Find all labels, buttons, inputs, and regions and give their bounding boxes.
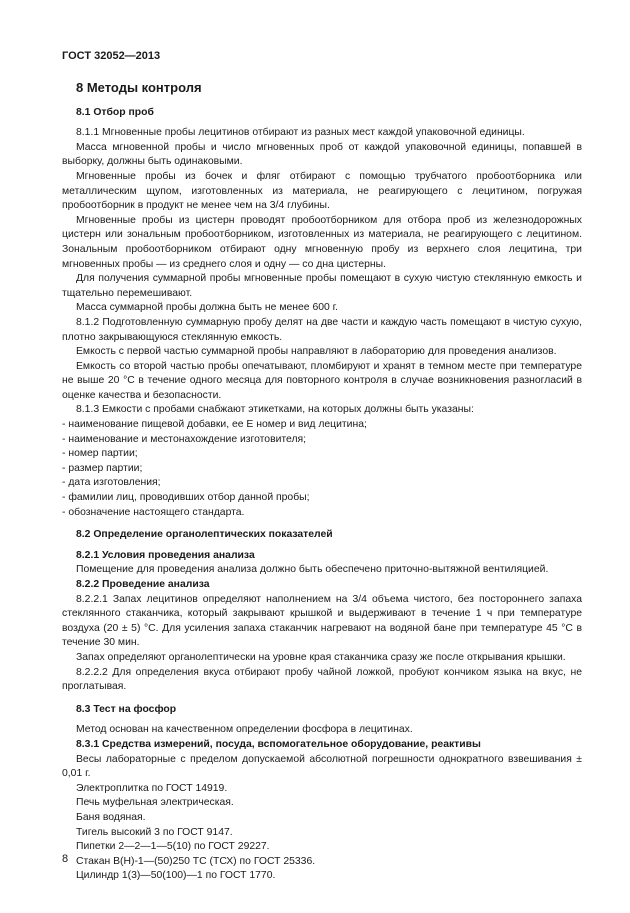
paragraph: Емкость с первой частью суммарной пробы направляют в лабораторию для проведения анализов. bbox=[76, 346, 557, 358]
paragraph: 8.1.1 Мгновенные пробы лецитинов отбирают из разных мест каждой упаковочной единицы. bbox=[76, 127, 525, 139]
list-item: - обозначение настоящего стандарта. bbox=[62, 506, 245, 518]
list-item: - дата изготовления; bbox=[62, 477, 161, 489]
clause-8-2-1-title: 8.2.1 Условия проведения анализа bbox=[76, 549, 255, 561]
paragraph: Помещение для проведения анализа должно быть обеспечено приточно-вытяжной вентиляцией. bbox=[76, 564, 549, 576]
paragraph: Весы лабораторные с пределом допускаемой абсолютной погрешности однократного взвешивания ± 0,01 г. bbox=[62, 753, 582, 780]
clause-8-2-2-title: 8.2.2 Проведение анализа bbox=[76, 579, 210, 590]
equipment-item: Баня водяная. bbox=[76, 811, 146, 823]
paragraph: Мгновенные пробы из бочек и фляг отбирают с помощью трубчатого пробоотборника или металлическим щупом, изготовленных из материала, не реагирующего с лецитином, погружая пробоотборник в продукт не менее чем на 3/4 глубины. bbox=[62, 170, 582, 212]
paragraph: Для получения суммарной пробы мгновенные пробы помещают в сухую чистую стеклянную емкость и тщательно перемешивают. bbox=[62, 273, 582, 299]
equipment-item: Печь муфельная электрическая. bbox=[76, 797, 234, 809]
subsection-8-1-title: 8.1 Отбор проб bbox=[76, 106, 154, 118]
paragraph: Метод основан на качественном определении фосфора в лецитинах. bbox=[76, 724, 413, 736]
list-item: - номер партии; bbox=[62, 448, 138, 460]
list-item: - наименование пищевой добавки, ее Е номер и вид лецитина; bbox=[62, 419, 367, 431]
equipment-item: Тигель высокий 3 по ГОСТ 9147. bbox=[76, 826, 233, 838]
paragraph: 8.1.3 Емкости с пробами снабжают этикетками, на которых должны быть указаны: bbox=[76, 404, 474, 416]
paragraph: Запах определяют органолептически на уровне края стаканчика сразу же после открывания крышки. bbox=[76, 651, 566, 663]
paragraph: 8.2.2.1 Запах лецитинов определяют наполнением на 3/4 объема чистого, без постороннего запаха стеклянного стаканчика, который закрывают крышкой и выдерживают в течение 1 ч при температуре воздуха (20 ± 5) °С. Для усиления запаха стаканчик нагревают на водяной бане при температуре 45 °С в течение 30 мин. bbox=[62, 593, 582, 649]
list-item: - размер партии; bbox=[62, 462, 143, 474]
clause-8-3-1-title: 8.3.1 Средства измерений, посуда, вспомогательное оборудование, реактивы bbox=[76, 738, 481, 750]
page-content bbox=[62, 76, 582, 884]
equipment-item: Стакан В(Н)-1—(50)250 ТС (ТСХ) по ГОСТ 25336. bbox=[76, 855, 316, 867]
paragraph: 8.2.2.2 Для определения вкуса отбирают пробу чайной ложкой, пробуют кончиком языка на вкус, не проглатывая. bbox=[62, 666, 582, 693]
equipment-item: Электроплитка по ГОСТ 14919. bbox=[76, 782, 228, 794]
list-item: - наименование и местонахождение изготовителя; bbox=[62, 433, 307, 445]
document-header: ГОСТ 32052—2013 bbox=[62, 50, 161, 62]
paragraph: 8.1.2 Подготовленную суммарную пробу делят на две части и каждую часть помещают в чистую сухую, плотно закрывающуюся стеклянную емкость. bbox=[62, 316, 582, 343]
paragraph: Мгновенные пробы из цистерн проводят пробоотборником для отбора проб из железнодорожных цистерн или зональным пробоотборником, изготовленных из материала, не реагирующего с лецитином. Зональным пробоотборником отбирают одну мгновенную пробу из верхнего слоя лецитина, три мгновенных пробы — из среднего слоя и одну — со дна цистерны. bbox=[62, 214, 582, 270]
equipment-item: Пипетки 2—2—1—5(10) по ГОСТ 29227. bbox=[76, 841, 270, 853]
paragraph: Масса суммарной пробы должна быть не менее 600 г. bbox=[76, 302, 339, 314]
paragraph: Емкость со второй частью пробы опечатывают, пломбируют и хранят в темном месте при температуре не выше 20 °С в течение одного месяца для повторного контроля в случае возникновения разногласий в оценке качества и безопасности. bbox=[62, 360, 582, 401]
subsection-8-2-title: 8.2 Определение органолептических показателей bbox=[76, 529, 333, 541]
paragraph: Масса мгновенной пробы и число мгновенных проб от каждой упаковочной единицы, попавшей в выборку, должны быть одинаковыми. bbox=[62, 141, 582, 168]
subsection-8-3-title: 8.3 Тест на фосфор bbox=[76, 703, 177, 715]
equipment-item: Цилиндр 1(3)—50(100)—1 по ГОСТ 1770. bbox=[76, 870, 276, 882]
page-number: 8 bbox=[62, 853, 69, 865]
list-item: - фамилии лиц, проводивших отбор данной пробы; bbox=[62, 492, 310, 504]
section-title: 8 Методы контроля bbox=[76, 80, 202, 95]
